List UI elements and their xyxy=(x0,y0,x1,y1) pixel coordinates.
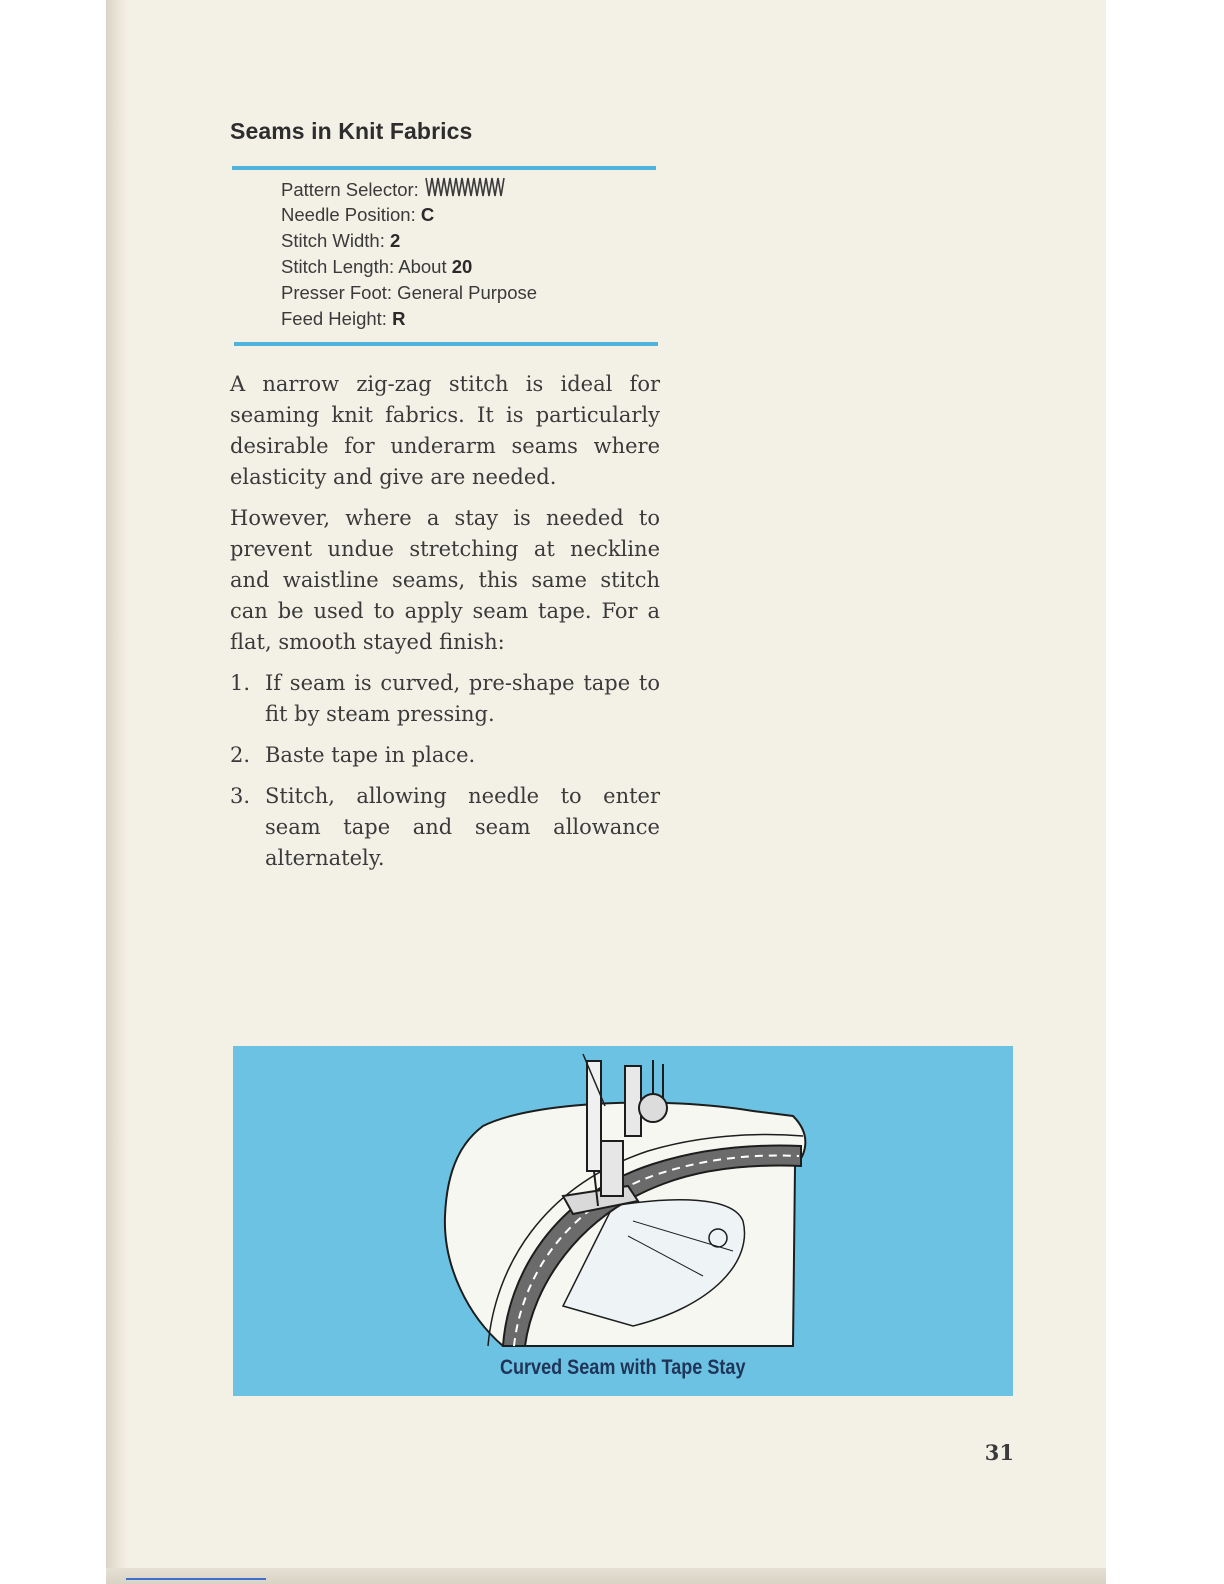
setting-label: Needle Position: xyxy=(281,204,416,225)
figure-caption: Curved Seam with Tape Stay xyxy=(499,1356,746,1379)
sewing-illustration xyxy=(233,1046,1013,1396)
setting-needle-position xyxy=(281,202,537,228)
setting-value: 20 xyxy=(451,256,473,277)
setting-feed-height xyxy=(281,306,537,332)
setting-value: R xyxy=(392,308,406,329)
intro-paragraph: A narrow zig-zag stitch is ideal for seaming knit fabrics. It is particularly desirable for underarm seams where elasticity and give are needed. xyxy=(230,372,660,489)
setting-stitch-width xyxy=(281,228,537,254)
step-number: 2. xyxy=(230,743,251,767)
binding-shadow xyxy=(106,0,128,1584)
section-heading: Seams in Knit Fabrics xyxy=(230,118,473,144)
page-number: 31 xyxy=(984,1440,1014,1465)
machine-settings-list xyxy=(281,176,537,332)
step-text: Baste tape in place. xyxy=(265,743,476,767)
step-item xyxy=(230,781,660,874)
setting-label: Feed Height: xyxy=(281,308,387,329)
zigzag-pattern-icon xyxy=(424,176,506,198)
setting-label: Stitch Width: xyxy=(281,230,385,251)
setting-value: C xyxy=(420,204,435,225)
stay-paragraph: However, where a stay is needed to prevent undue stretching at neckline and waistline seams, this same stitch can be used to apply seam tape. For a flat, smooth stayed finish: xyxy=(230,506,660,654)
step-text: If seam is curved, pre-shape tape to fit by steam pressing. xyxy=(265,671,660,726)
setting-label: Pattern Selector: xyxy=(281,179,419,200)
setting-stitch-length xyxy=(281,254,537,280)
settings-bottom-rule xyxy=(234,342,658,346)
setting-value: 2 xyxy=(389,230,401,251)
settings-top-rule xyxy=(232,166,656,170)
step-number: 1. xyxy=(230,671,251,695)
page-bottom-edge xyxy=(106,1568,1106,1584)
instructions-body xyxy=(230,369,660,884)
steps-list xyxy=(230,668,660,874)
setting-presser-foot xyxy=(281,280,537,306)
step-item xyxy=(230,668,660,730)
scan-mark xyxy=(126,1578,266,1580)
step-text: Stitch, allowing needle to enter seam tape and seam allowance alternately. xyxy=(265,784,660,870)
step-number: 3. xyxy=(230,784,251,808)
step-item xyxy=(230,740,660,771)
setting-label: Stitch Length: About xyxy=(281,256,447,277)
illustration-panel xyxy=(233,1046,1013,1396)
setting-pattern-selector xyxy=(281,176,537,202)
setting-label: Presser Foot: General Purpose xyxy=(281,282,538,303)
